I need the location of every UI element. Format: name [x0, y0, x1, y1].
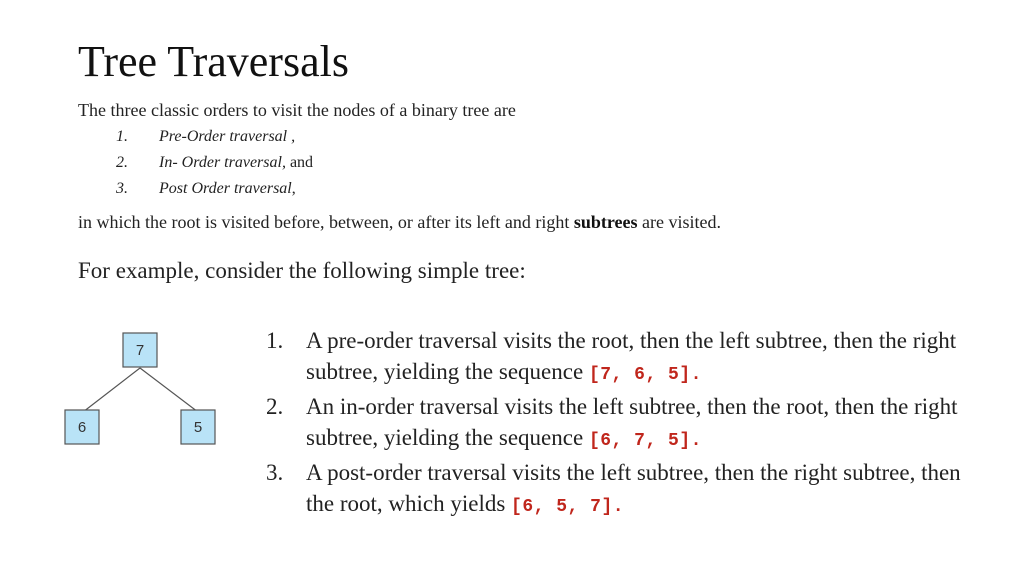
- tree-node-left-label: 6: [77, 419, 87, 436]
- sequence-result: [7, 6, 5].: [588, 365, 702, 385]
- tree-edge-left: [83, 368, 140, 412]
- traversal-name: In- Order traversal,: [159, 154, 286, 171]
- traversal-name: Pre-Order traversal ,: [159, 128, 296, 145]
- list-item: [266, 325, 966, 391]
- step-description: A pre-order traversal visits the root, then the left subtree, then the right subtree, yielding the sequence: [306, 328, 962, 384]
- list-item: [116, 126, 313, 152]
- tree-svg: [60, 330, 230, 450]
- list-item: [116, 152, 313, 178]
- step-text: [306, 457, 966, 523]
- list-item: [266, 457, 966, 523]
- closing-bold-term: subtrees: [573, 212, 638, 232]
- step-text: [306, 325, 966, 391]
- traversal-name: Post Order traversal: [159, 180, 292, 197]
- traversal-order-list: [116, 126, 313, 204]
- step-description: An in-order traversal visits the left subtree, then the root, then the right subtree, yielding the sequence: [306, 394, 964, 450]
- traversal-suffix: ,: [291, 180, 296, 197]
- sequence-result: [6, 7, 5].: [588, 431, 702, 451]
- step-number: 3.: [266, 460, 284, 485]
- list-item: [116, 178, 313, 204]
- list-number: 3.: [116, 180, 128, 197]
- closing-sentence: [78, 211, 721, 233]
- tree-edge-right: [140, 368, 198, 412]
- step-text: [306, 391, 966, 457]
- traversal-explanation-list: [266, 325, 966, 523]
- closing-text-after: are visited.: [637, 212, 722, 232]
- step-number: 2.: [266, 394, 284, 419]
- closing-text-before: in which the root is visited before, between, or after its left and right: [78, 212, 574, 232]
- example-heading: For example, consider the following simple tree:: [78, 258, 526, 283]
- traversal-suffix: and: [285, 154, 314, 171]
- intro-text: The three classic orders to visit the nodes of a binary tree are: [78, 100, 516, 120]
- slide-title: Tree Traversals: [78, 37, 349, 86]
- list-number: 1.: [116, 128, 128, 145]
- tree-node-right-label: 5: [193, 419, 203, 436]
- tree-node-root-label: 7: [135, 342, 145, 359]
- list-item: [266, 391, 966, 457]
- step-description: A post-order traversal visits the left subtree, then the right subtree, then the root, which yields: [306, 460, 967, 516]
- step-number: 1.: [266, 328, 284, 353]
- list-number: 2.: [116, 154, 128, 171]
- sequence-result: [6, 5, 7].: [511, 497, 625, 517]
- binary-tree-diagram: [60, 330, 230, 450]
